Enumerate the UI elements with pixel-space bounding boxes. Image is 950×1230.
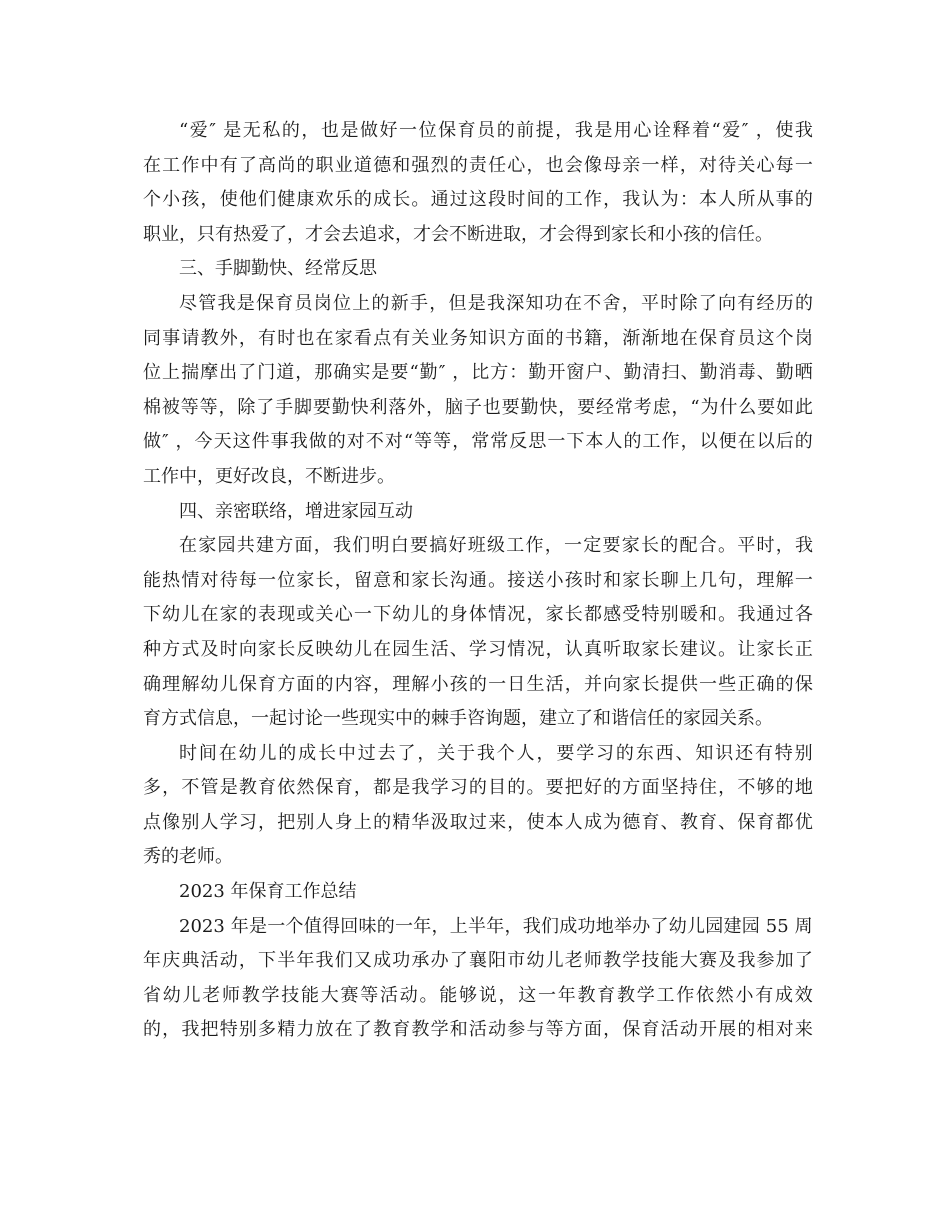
text-line: 时 间 在 幼 儿 的 成 长 中 过 去 了 ， 关 于 我 个 人 ， 要 学 习 的 东 西 、 知 识 还 有 特 别: [179, 742, 813, 764]
text-line: 在 家 园 共 建 方 面 ， 我 们 明 白 要 搞 好 班 级 工 作 ， 一 定 要 家 长 的 配 合 。 平 时 ， 我: [179, 535, 813, 557]
text-line: “ 爱 ″ 是 无 私 的 ， 也 是 做 好 一 位 保 育 员 的 前 提 ， 我 是 用 心 诠 释 着 “ 爱 ″ ， 使 我: [179, 120, 813, 141]
text-line: 多 ， 不 管 是 教 育 依 然 保 育 ， 都 是 我 学 习 的 目 的 。 要 把 好 的 方 面 坚 持 住 ， 不 够 的 地: [143, 777, 813, 799]
text-line: 四、亲密联络，增进家园互动: [179, 500, 413, 522]
text-line: 职业，只有热爱了，才会去追求，才会不断进取，才会得到家长和小孩的信任。: [143, 223, 773, 245]
text-line: 尽 管 我 是 保 育 员 岗 位 上 的 新 手 ， 但 是 我 深 知 功 在 不 舍 ， 平 时 除 了 向 有 经 历 的: [179, 292, 813, 314]
text-line: 育方式信息，一起讨论一些现实中的棘手咨询题，建立了和谐信任的家园关系。: [143, 708, 773, 730]
text-line: 棉 被 等 等 ， 除 了 手 脚 要 勤 快 利 落 外 ， 脑 子 也 要 勤 快 ， 要 经 常 考 虑 ， “ 为 什 么 要 如 此: [143, 396, 813, 418]
text-line: 点 像 别 人 学 习 ， 把 别 人 身 上 的 精 华 汲 取 过 来 ， 使 本 人 成 为 德 育 、 教 育 、 保 育 都 优: [143, 811, 813, 833]
document-body: [143, 114, 813, 1048]
text-line: 的 ， 我 把 特 别 多 精 力 放 在 了 教 育 教 学 和 活 动 参 与 等 方 面 ， 保 育 活 动 开 展 的 相 对 来: [143, 1019, 813, 1041]
text-line: 种 方 式 及 时 向 家 长 反 映 幼 儿 在 园 生 活 、 学 习 情 况 ， 认 真 听 取 家 长 建 议 。 让 家 长 正: [143, 638, 813, 660]
text-line: 位 上 揣 摩 出 了 门 道 ， 那 确 实 是 要 “ 勤 ″ ， 比 方 ： 勤 开 窗 户 、 勤 清 扫 、 勤 消 毒 、 勤 晒: [143, 362, 813, 384]
text-line: 同 事 请 教 外 ， 有 时 也 在 家 看 点 有 关 业 务 知 识 方 面 的 书 籍 ， 渐 渐 地 在 保 育 员 这 个 岗: [143, 327, 813, 349]
text-line: 能 热 情 对 待 每 一 位 家 长 ， 留 意 和 家 长 沟 通 。 接 送 小 孩 时 和 家 长 聊 上 几 句 ， 理 解 一: [143, 569, 813, 591]
text-line: 2023 年 是 一 个 值 得 回 味 的 一 年 ， 上 半 年 ， 我 们 成 功 地 举 办 了 幼 儿 园 建 园 55 周: [179, 915, 813, 937]
text-line: 下 幼 儿 在 家 的 表 现 或 关 心 一 下 幼 儿 的 身 体 情 况 ， 家 长 都 感 受 特 别 暖 和 。 我 通 过 各: [143, 604, 813, 626]
text-line: 省 幼 儿 老 师 教 学 技 能 大 赛 等 活 动 。 能 够 说 ， 这 一 年 教 育 教 学 工 作 依 然 小 有 成 效: [143, 984, 813, 1006]
text-line: 在 工 作 中 有 了 高 尚 的 职 业 道 德 和 强 烈 的 责 任 心 ， 也 会 像 母 亲 一 样 ， 对 待 关 心 每 一: [143, 154, 813, 176]
text-line: 确 理 解 幼 儿 保 育 方 面 的 内 容 ， 理 解 小 孩 的 一 日 生 活 ， 并 向 家 长 提 供 一 些 正 确 的 保: [143, 673, 813, 695]
text-line: 秀的老师。: [143, 846, 233, 868]
text-line: 工作中，更好改良，不断进步。: [143, 465, 395, 487]
text-line: 做 ″ ， 今 天 这 件 事 我 做 的 对 不 对 “ 等 等 ， 常 常 反 思 一 下 本 人 的 工 作 ， 以 便 在 以 后 的: [143, 431, 813, 453]
text-line: 年 庆 典 活 动 ， 下 半 年 我 们 又 成 功 承 办 了 襄 阳 市 幼 儿 老 师 教 学 技 能 大 赛 及 我 参 加 了: [143, 950, 813, 972]
text-line: 个 小 孩 ， 使 他 们 健 康 欢 乐 的 成 长 。 通 过 这 段 时 间 的 工 作 ， 我 认 为 ： 本 人 所 从 事 的: [143, 189, 813, 211]
text-line: 2023 年保育工作总结: [179, 881, 357, 903]
text-line: 三、手脚勤快、经常反思: [179, 258, 377, 280]
